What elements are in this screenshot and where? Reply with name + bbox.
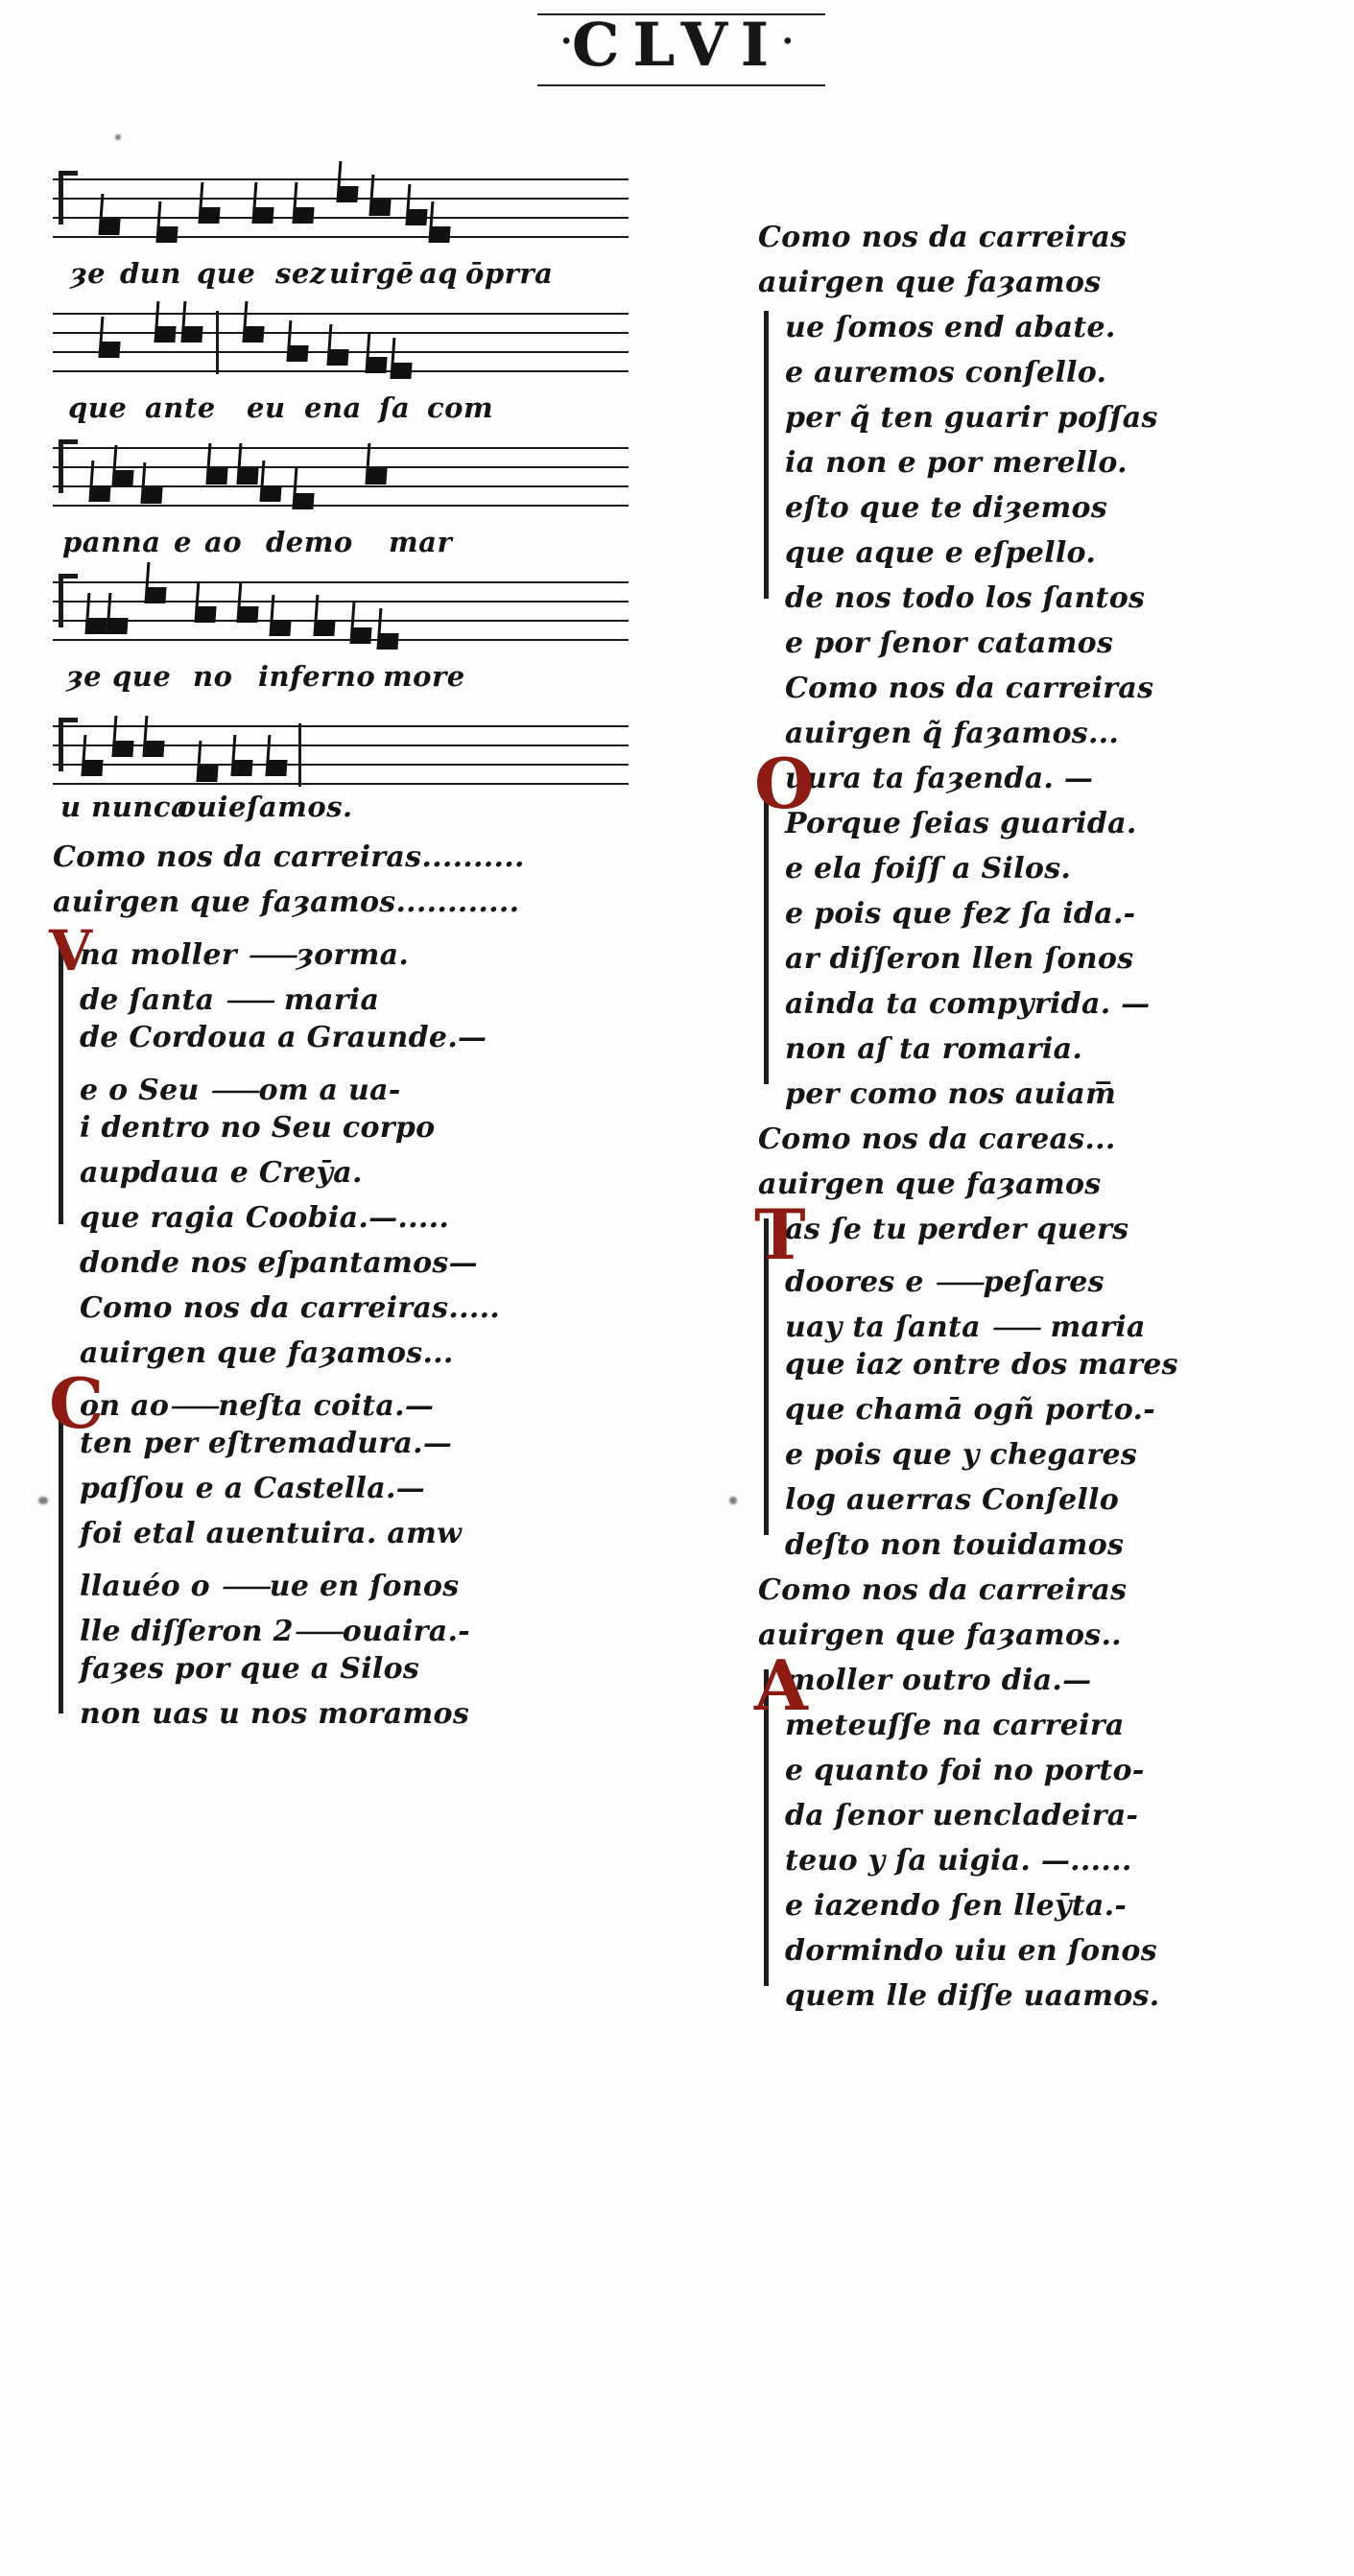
lyric-syllable: sez — [275, 257, 326, 290]
stanza-line: que chamā ogñ porto.- — [785, 1393, 1156, 1427]
decorated-initial: O — [754, 743, 816, 824]
lyric-syllable: dun — [120, 257, 181, 290]
refrain-repeat-line: Como nos da carreiras..... — [80, 1291, 501, 1325]
music-stave-block-1 — [53, 173, 667, 301]
lyric-syllable: ōprra — [465, 257, 554, 290]
refrain-repeat-line: Como nos da carreiras — [785, 672, 1154, 705]
clef-icon — [59, 574, 63, 627]
stanza-line: e iazendo ſen lleȳta.- — [785, 1889, 1128, 1923]
music-stave-block-3 — [53, 441, 667, 570]
refrain-line: auirgen que faȝamos............ — [53, 886, 520, 919]
clef-icon — [59, 718, 63, 771]
stanza-line: quem lle diſſe uaamos. — [785, 1979, 1160, 2013]
stanza-line: que aque e eſpello. — [785, 536, 1097, 570]
stanza-line: que ragia Coobia.—..... — [80, 1201, 450, 1235]
music-stave-4 — [53, 576, 629, 660]
folio-flourish-left: · — [560, 22, 573, 60]
stanza-line: doores e ⸺peſares — [785, 1265, 1105, 1299]
stanza-line: e pois que fez ſa ida.- — [785, 897, 1136, 931]
stanza-line: ten per eſtremadura.— — [80, 1427, 453, 1460]
stanza-line: per como nos auiam̅ — [785, 1077, 1117, 1111]
lyric-line-1 — [53, 257, 648, 301]
music-stave-3 — [53, 441, 629, 526]
folio-number — [0, 10, 1354, 80]
stanza-line: de ſanta ⸺ maria — [80, 983, 380, 1017]
music-stave-block-5 — [53, 720, 667, 835]
lyric-syllable: ouieſamos. — [178, 791, 353, 823]
refrain-repeat-line: auirgen que faȝamos — [758, 1168, 1102, 1201]
stanza-line: foi etal auentuira. amw — [80, 1517, 463, 1550]
lyric-syllable: com — [427, 391, 494, 424]
lyric-syllable: no — [193, 660, 233, 693]
stanza-line: uay ta ſanta ⸺ maria — [785, 1311, 1146, 1344]
stanza-line: log auerras Conſello — [785, 1483, 1120, 1517]
stanza-text: as ſe tu perder quers — [785, 1213, 1129, 1246]
stanza-line: de Cordoua a Graunde.— — [80, 1021, 487, 1054]
refrain-line: auirgen que faȝamos — [758, 266, 1102, 299]
stanza-line: meteuſſe na carreira — [785, 1709, 1125, 1742]
lyric-syllable: ante — [145, 391, 216, 424]
stanza-text: on ao⸺neſta coita.— — [80, 1389, 435, 1423]
refrain-repeat-line: Como nos da careas... — [758, 1123, 1116, 1156]
refrain-repeat-line: Como nos da carreiras — [758, 1573, 1128, 1607]
stanza-line: que iaz ontre dos mares — [785, 1348, 1178, 1382]
lyric-syllable: mar — [389, 526, 453, 558]
stanza-line: non aſ ta romaria. — [785, 1032, 1083, 1066]
lyric-syllable: ȝe — [70, 257, 107, 290]
stanza-line: lle diſſeron 2⸺ouaira.- — [80, 1615, 470, 1648]
stanza-text: moller outro dia.— — [785, 1664, 1092, 1697]
lyric-syllable: ſa — [379, 391, 411, 424]
stanza-line: faȝes por que a Silos — [80, 1652, 420, 1686]
refrain-repeat-line: auirgen que faȝamos.. — [758, 1619, 1122, 1652]
stanza-line: e auremos conſello. — [785, 356, 1107, 390]
stanza-line: dormindo uiu en ſonos — [785, 1934, 1157, 1968]
stanza-text: uura ta faȝenda. — — [785, 762, 1094, 795]
stanza-line: deſto non touidamos — [785, 1528, 1125, 1562]
stanza-line: teuo y ſa uigia. —...... — [785, 1844, 1132, 1878]
lyric-syllable: ao — [204, 526, 243, 558]
refrain-repeat-line: auirgen que faȝamos... — [80, 1336, 454, 1370]
lyric-syllable: panna — [62, 526, 161, 558]
stanza-line: e pois que y chegares — [785, 1438, 1138, 1472]
stanza-line: da ſenor uencladeira- — [785, 1799, 1139, 1832]
stanza-line: i dentro no Seu corpo — [80, 1111, 436, 1145]
stanza-line: llauéo o ⸺ue en ſonos — [80, 1570, 460, 1603]
decorated-initial: V — [49, 918, 93, 983]
lyric-syllable: ena — [304, 391, 362, 424]
folio-flourish-right: · — [781, 22, 794, 60]
stanza-line: e por ſenor catamos — [785, 626, 1114, 660]
music-stave-5 — [53, 720, 629, 791]
stanza-line: e quanto foi no porto- — [785, 1754, 1145, 1787]
lyric-syllable: inferno — [258, 660, 376, 693]
stanza-line: paſſou e a Castella.— — [80, 1472, 426, 1505]
folio-number-text: CLVI — [572, 10, 782, 80]
lyric-syllable: uirgē — [329, 257, 415, 290]
lyric-line-2 — [53, 391, 648, 436]
music-stave-block-2 — [53, 307, 667, 436]
stanza-line — [754, 1193, 1295, 1275]
stanza-text: na moller ⸺ȝorma. — [80, 938, 410, 972]
stanza-line: e ela foiſſ a Silos. — [785, 852, 1072, 886]
left-column — [49, 173, 667, 1742]
lyric-syllable: que — [197, 257, 256, 290]
decorated-initial: C — [49, 1362, 105, 1444]
parchment-blemish — [729, 1497, 737, 1504]
stanza-line: ue ſomos end abate. — [785, 311, 1116, 344]
stanza-line: de nos todo los ſantos — [785, 581, 1146, 615]
folio-rule-bottom — [537, 84, 825, 86]
lyric-syllable: que — [68, 391, 128, 424]
clef-icon — [59, 171, 63, 225]
clef-icon — [59, 439, 63, 493]
stanza-line: Porque ſeias guarida. — [785, 807, 1137, 840]
stanza-line — [49, 918, 667, 983]
right-column — [754, 221, 1295, 2024]
decorated-initial: A — [754, 1644, 809, 1726]
refrain-line: Como nos da carreiras — [758, 221, 1128, 254]
stanza-line: ainda ta compyrida. — — [785, 987, 1151, 1021]
stanza-line: ar diſſeron llen ſonos — [785, 942, 1134, 976]
stanza-line: ia non e por merello. — [785, 446, 1128, 480]
music-stave-1 — [53, 173, 629, 257]
music-stave-block-4 — [53, 576, 667, 704]
lyric-syllable: more — [383, 660, 465, 693]
stanza-line: non uas u nos moramos — [80, 1697, 470, 1731]
stanza-line: e o Seu ⸺om a ua- — [80, 1074, 401, 1107]
stanza-line: per q̃ ten guarir poſſas — [785, 401, 1158, 435]
lyric-syllable: que — [112, 660, 172, 693]
parchment-blemish — [115, 134, 121, 140]
refrain-line: Como nos da carreiras.......... — [53, 840, 525, 874]
stanza-line: donde nos eſpantamos— — [80, 1246, 478, 1280]
stanza-line: eſto que te diȝemos — [785, 491, 1108, 525]
music-stave-2 — [53, 307, 629, 391]
decorated-initial: T — [754, 1193, 806, 1275]
lyric-syllable: aq — [419, 257, 459, 290]
lyric-syllable: u nunca — [60, 791, 190, 823]
parchment-blemish — [38, 1497, 48, 1504]
lyric-line-3 — [53, 526, 648, 570]
refrain-repeat-line: auirgen q̃ faȝamos... — [785, 717, 1120, 750]
lyric-line-5 — [53, 791, 648, 835]
lyric-syllable: e — [174, 526, 192, 558]
lyric-syllable: ȝe — [66, 660, 103, 693]
stanza-line: aupdaua e Creȳa. — [80, 1156, 363, 1190]
lyric-line-4 — [53, 660, 648, 704]
lyric-syllable: demo — [266, 526, 353, 558]
lyric-syllable: eu — [247, 391, 286, 424]
